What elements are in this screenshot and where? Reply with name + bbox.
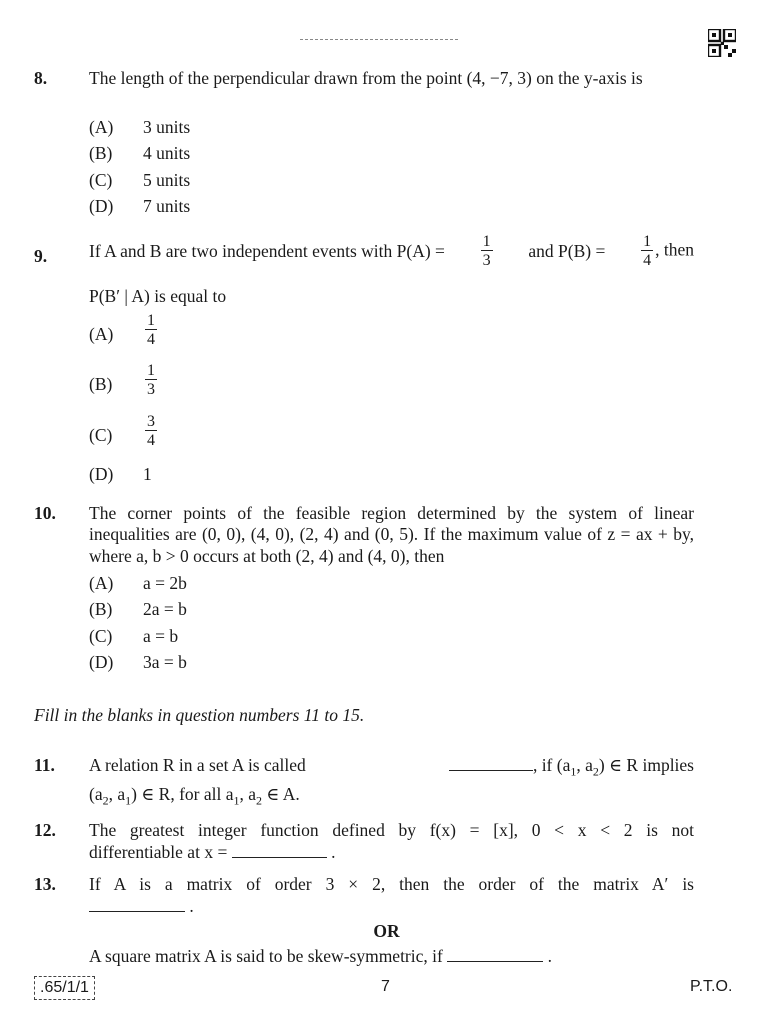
page-number: 7 bbox=[381, 978, 390, 995]
question-number: 8. bbox=[34, 68, 48, 88]
section-instruction: Fill in the blanks in question numbers 11 to 15. bbox=[34, 705, 365, 725]
option-fraction: $\frac{1}{4}$ bbox=[147, 312, 155, 348]
paper-code: .65/1/1 bbox=[34, 976, 95, 1000]
option-fraction: $\frac{1}{3}$ bbox=[147, 362, 155, 398]
option-value: 2a = b bbox=[143, 599, 187, 619]
option-label: (C) bbox=[89, 626, 113, 646]
question-text: The corner points of the feasible region determined by the system of linear inequalities are (0, 0), (4, 0), (2, 4) and (0, 5). If the maximum value of z = ax + by, where a, b > 0 occurs at both (2, 4) and (4, 0), then bbox=[89, 503, 694, 566]
option-value: 1 bbox=[143, 464, 152, 484]
option-label: (C) bbox=[89, 170, 113, 190]
q11-pre-text: A relation R in a set A is called bbox=[89, 755, 306, 775]
question-text-line2: P(B′ | A) is equal to bbox=[89, 286, 227, 306]
or-divider: OR bbox=[373, 921, 400, 941]
fraction: $\frac{1}{4}$ bbox=[643, 233, 652, 269]
qr-code-icon bbox=[708, 29, 736, 57]
question-text-line2: ($a_2$, $a_1$) ∈ R, for all $a_1$, $a_2$ ∈ A. bbox=[89, 784, 300, 808]
option-label: (B) bbox=[89, 374, 113, 394]
answer-blank[interactable] bbox=[449, 769, 533, 771]
option-label: (D) bbox=[89, 196, 114, 216]
answer-blank[interactable] bbox=[447, 960, 543, 962]
question-text-line2: differentiable at x = . bbox=[89, 842, 336, 862]
option-value: 4 units bbox=[143, 143, 191, 163]
top-divider bbox=[300, 39, 458, 40]
option-value: a = b bbox=[143, 626, 179, 646]
alternative-question-text: A square matrix A is said to be skew-symmetric, if . bbox=[89, 946, 552, 966]
option-label: (A) bbox=[89, 573, 114, 593]
question-text: The greatest integer function defined by f(x) = [x], 0 < x < 2 is not bbox=[89, 820, 694, 840]
question-text: If A is a matrix of order 3 × 2, then the order of the matrix A′ is bbox=[89, 874, 694, 894]
option-label: (A) bbox=[89, 324, 114, 344]
answer-blank[interactable] bbox=[89, 910, 185, 912]
question-number: 12. bbox=[34, 820, 56, 840]
q9-mid-text: and P(B) = bbox=[528, 240, 606, 261]
question-number: 10. bbox=[34, 503, 56, 523]
question-text: The length of the perpendicular drawn from the point (4, −7, 3) on the y-axis is bbox=[89, 68, 643, 88]
fraction: $\frac{1}{3}$ bbox=[482, 233, 491, 269]
option-label: (D) bbox=[89, 464, 114, 484]
question-text-line2: . bbox=[89, 896, 194, 917]
option-label: (B) bbox=[89, 143, 113, 163]
answer-blank[interactable] bbox=[232, 856, 327, 858]
option-label: (C) bbox=[89, 425, 113, 445]
option-value: 3a = b bbox=[143, 652, 187, 672]
question-number: 13. bbox=[34, 874, 56, 894]
option-value: 3 units bbox=[143, 117, 191, 137]
question-number: 11. bbox=[34, 755, 55, 775]
option-value: a = 2b bbox=[143, 573, 187, 593]
pto-label: P.T.O. bbox=[690, 978, 733, 995]
option-label: (B) bbox=[89, 599, 113, 619]
option-value: 5 units bbox=[143, 170, 191, 190]
q9-pre-text: If A and B are two independent events with P(A) = bbox=[89, 240, 445, 261]
option-label: (D) bbox=[89, 652, 114, 672]
option-label: (A) bbox=[89, 117, 114, 137]
question-text bbox=[89, 234, 694, 269]
question-number: 9. bbox=[34, 246, 48, 266]
q9-post-text: , then bbox=[655, 239, 694, 260]
question-text: A relation R in a set A is called , if ($a_1$, $a_2$) ∈ R implies bbox=[89, 755, 694, 779]
option-value: 7 units bbox=[143, 196, 191, 216]
option-fraction: $\frac{3}{4}$ bbox=[147, 413, 155, 449]
